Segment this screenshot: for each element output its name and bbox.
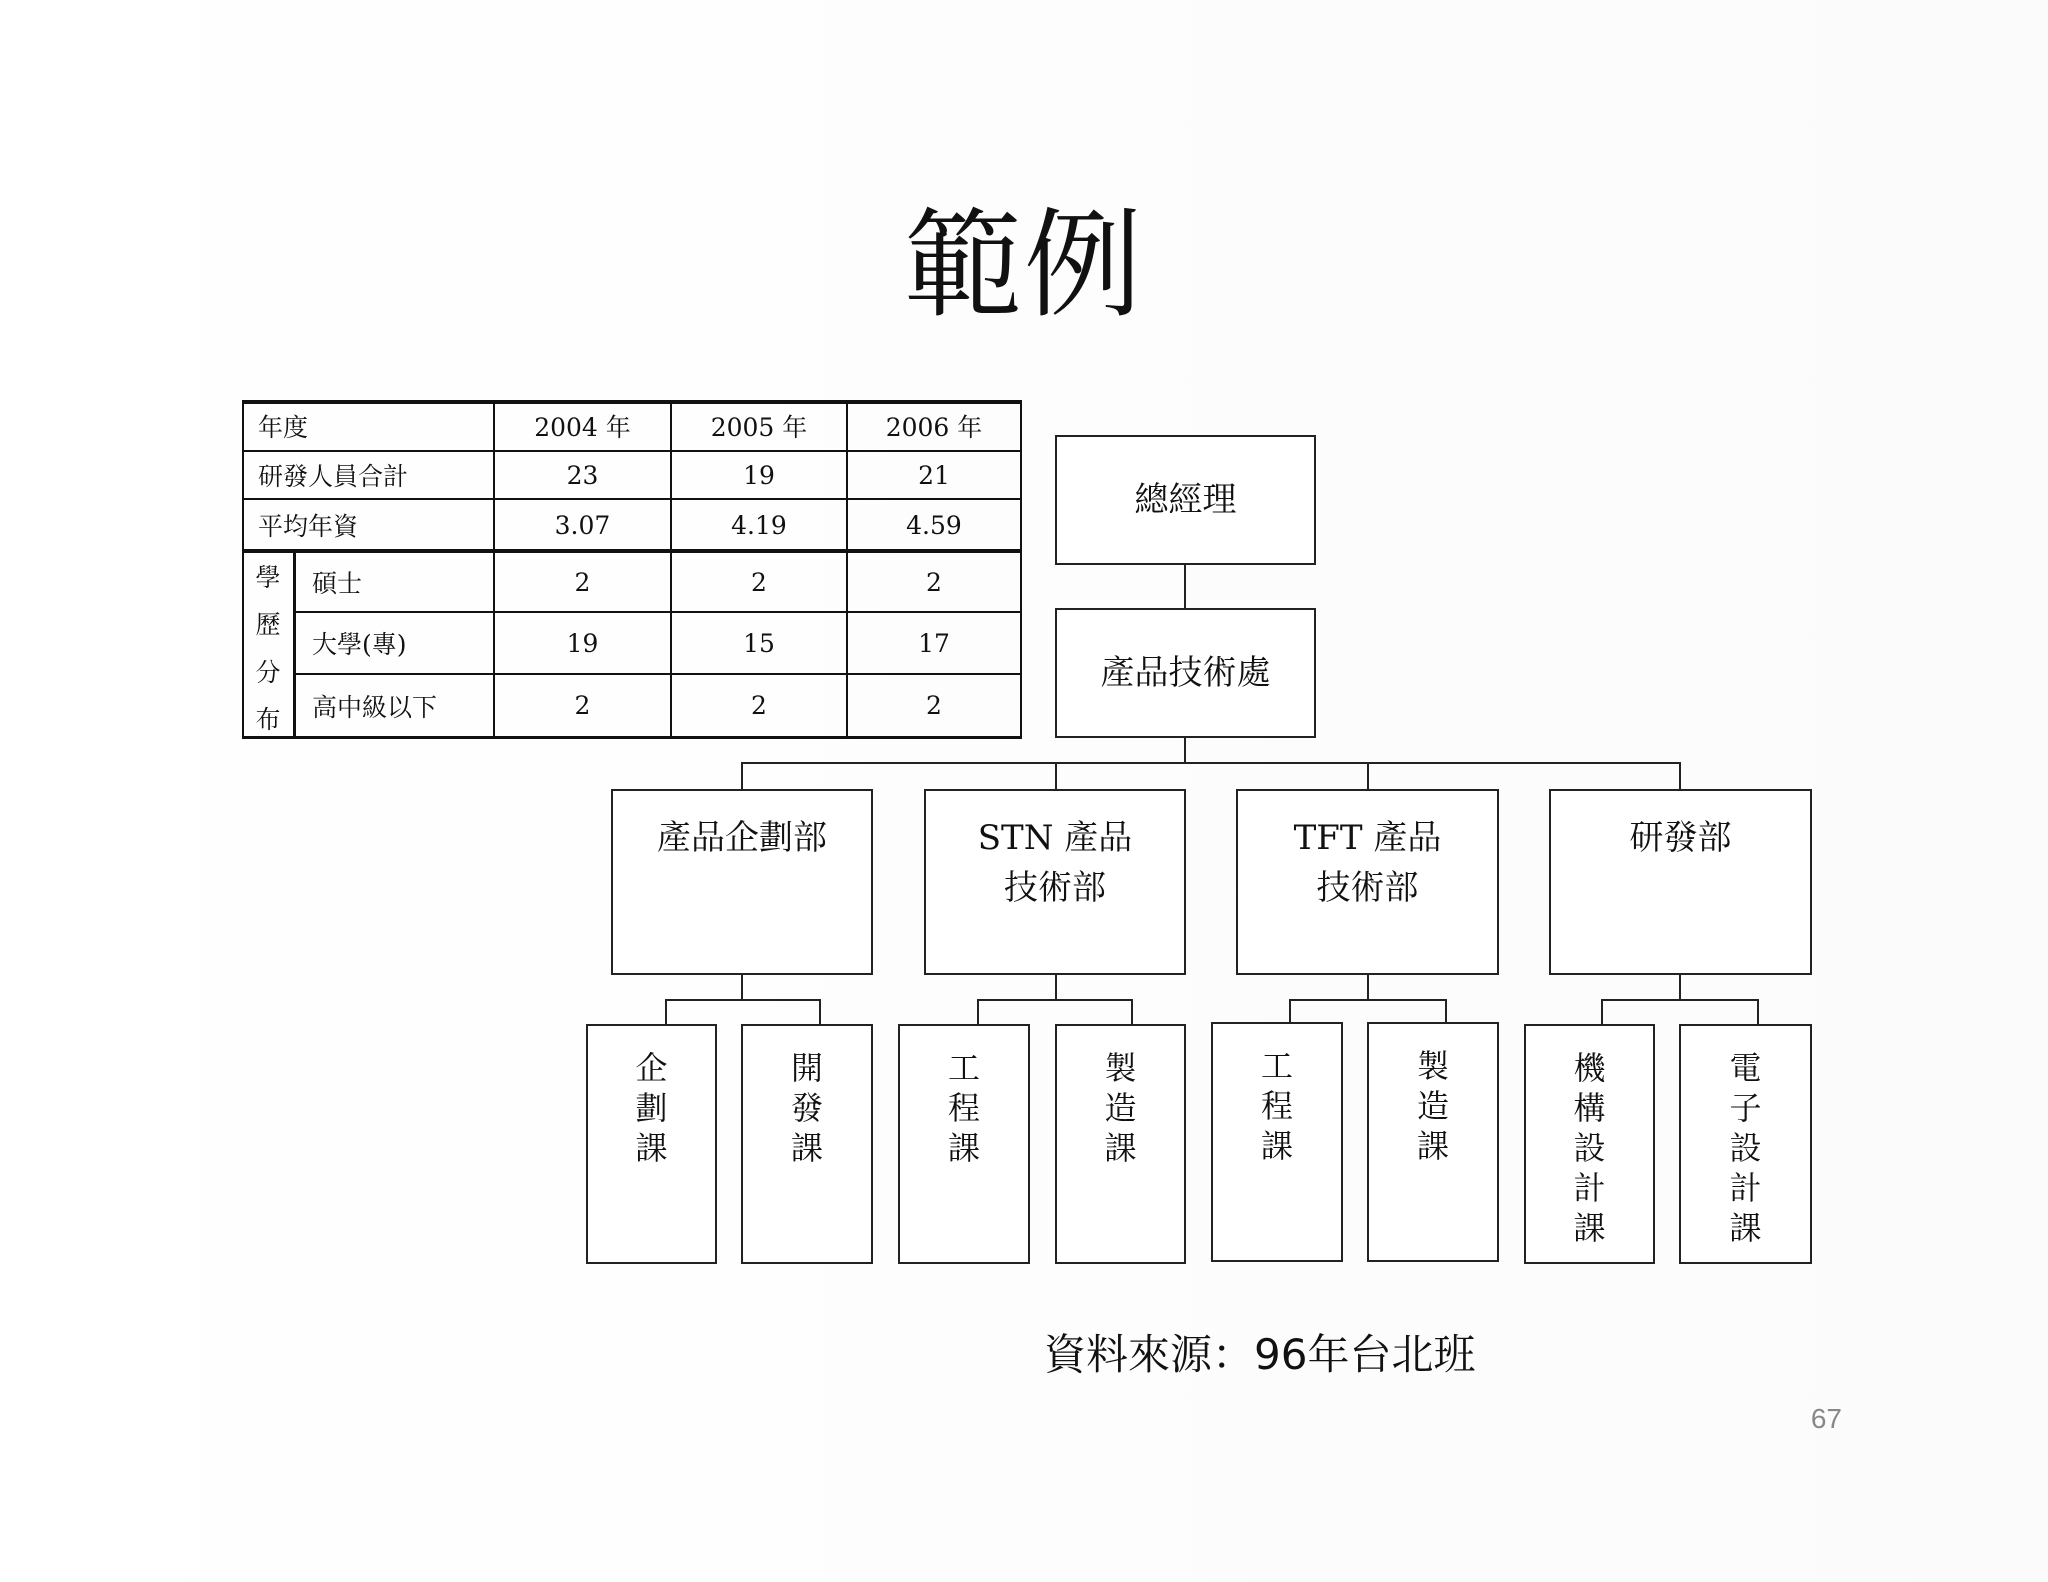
table-row-label: 高中級以下: [312, 692, 438, 722]
connector-line: [1289, 999, 1447, 1001]
table-cell: 2: [751, 691, 767, 720]
table-cell: 2: [574, 567, 591, 597]
org-box-label: 產品技術處: [1100, 653, 1271, 693]
connector-line: [1757, 999, 1759, 1025]
slide-title: 範例: [903, 196, 1144, 334]
table-cell: 4.19: [731, 510, 787, 540]
org-box-department: [1236, 789, 1499, 975]
table-cell: 2: [751, 567, 767, 597]
org-box-label: 製 造 課: [1416, 1047, 1449, 1165]
org-box-department: [924, 789, 1186, 975]
connector-line: [1055, 973, 1057, 1000]
org-box-label: 機 構 設 計 課: [1573, 1049, 1606, 1247]
table-cell: 15: [743, 628, 775, 658]
connector-line: [1367, 762, 1369, 790]
connector-line: [819, 999, 821, 1025]
connector-line: [665, 999, 821, 1001]
connector-line: [1679, 973, 1681, 1000]
org-box-label: 電 子 設 計 課: [1729, 1049, 1762, 1247]
table-cell: 17: [918, 628, 950, 658]
org-box-label: 開 發 課: [790, 1049, 823, 1167]
connector-line: [1679, 762, 1681, 790]
org-box-section: [586, 1024, 717, 1264]
org-box-label: STN 產品 技術部: [977, 818, 1133, 908]
education-group-char: 布: [255, 705, 281, 735]
table-cell: 4.59: [906, 510, 962, 540]
table-header-cell: 2004 年: [534, 413, 631, 442]
org-box-section: [1367, 1022, 1499, 1262]
table-cell: 2: [926, 691, 942, 720]
education-group-char: 學: [255, 562, 281, 592]
org-box-label: 製 造 課: [1104, 1049, 1137, 1167]
org-box-section: [1524, 1024, 1655, 1264]
table-row-label: 碩士: [312, 569, 363, 598]
connector-line: [977, 999, 1133, 1001]
connector-line: [1601, 999, 1759, 1001]
org-box-label: 產品企劃部: [657, 818, 827, 858]
education-group-char: 分: [255, 657, 281, 687]
connector-line: [977, 999, 979, 1025]
org-box-label: 工 程 課: [947, 1049, 980, 1167]
table-cell: 2: [926, 567, 942, 597]
org-box-label: 研發部: [1629, 818, 1732, 858]
connector-line: [741, 762, 1681, 764]
org-box-division: [1055, 608, 1316, 738]
org-box-label: 工 程 課: [1260, 1047, 1293, 1165]
education-group-char: 歷: [255, 610, 281, 640]
org-box-section: [741, 1024, 873, 1264]
connector-line: [1367, 973, 1369, 1000]
org-box-department: [611, 789, 873, 975]
org-box-label: 企 劃 課: [635, 1049, 668, 1167]
org-box-department: [1549, 789, 1812, 975]
table-cell: 3.07: [554, 510, 611, 540]
org-box-section: [1055, 1024, 1186, 1264]
table-cell: 19: [743, 460, 775, 490]
page-number: 67: [1810, 1403, 1842, 1434]
org-box-ceo: [1055, 435, 1316, 565]
org-box-label: 總經理: [1134, 480, 1237, 520]
table-cell: 19: [566, 628, 599, 658]
org-box-section: [898, 1024, 1030, 1264]
connector-line: [1131, 999, 1133, 1025]
connector-line: [741, 973, 743, 1000]
table-header-cell: 2005 年: [710, 413, 808, 442]
connector-line: [1055, 762, 1057, 790]
connector-line: [741, 762, 743, 790]
table-row-label: 研發人員合計: [258, 462, 409, 491]
org-box-section: [1679, 1024, 1812, 1264]
source-note: 資料來源：96年台北班: [1044, 1330, 1476, 1379]
connector-line: [1601, 999, 1603, 1025]
table-header-cell: 年度: [258, 413, 309, 442]
table-header-cell: 2006 年: [885, 413, 983, 442]
connector-line: [1184, 737, 1186, 763]
table-row-label: 平均年資: [258, 512, 359, 541]
table-cell: 21: [918, 460, 950, 490]
org-box-section: [1211, 1022, 1343, 1262]
org-box-label: TFT 產品 技術部: [1293, 818, 1442, 908]
connector-line: [1184, 563, 1186, 609]
connector-line: [665, 999, 667, 1025]
table-cell: 23: [566, 460, 599, 490]
table-cell: 2: [574, 691, 591, 720]
table-row-label: 大學(專): [312, 630, 407, 659]
